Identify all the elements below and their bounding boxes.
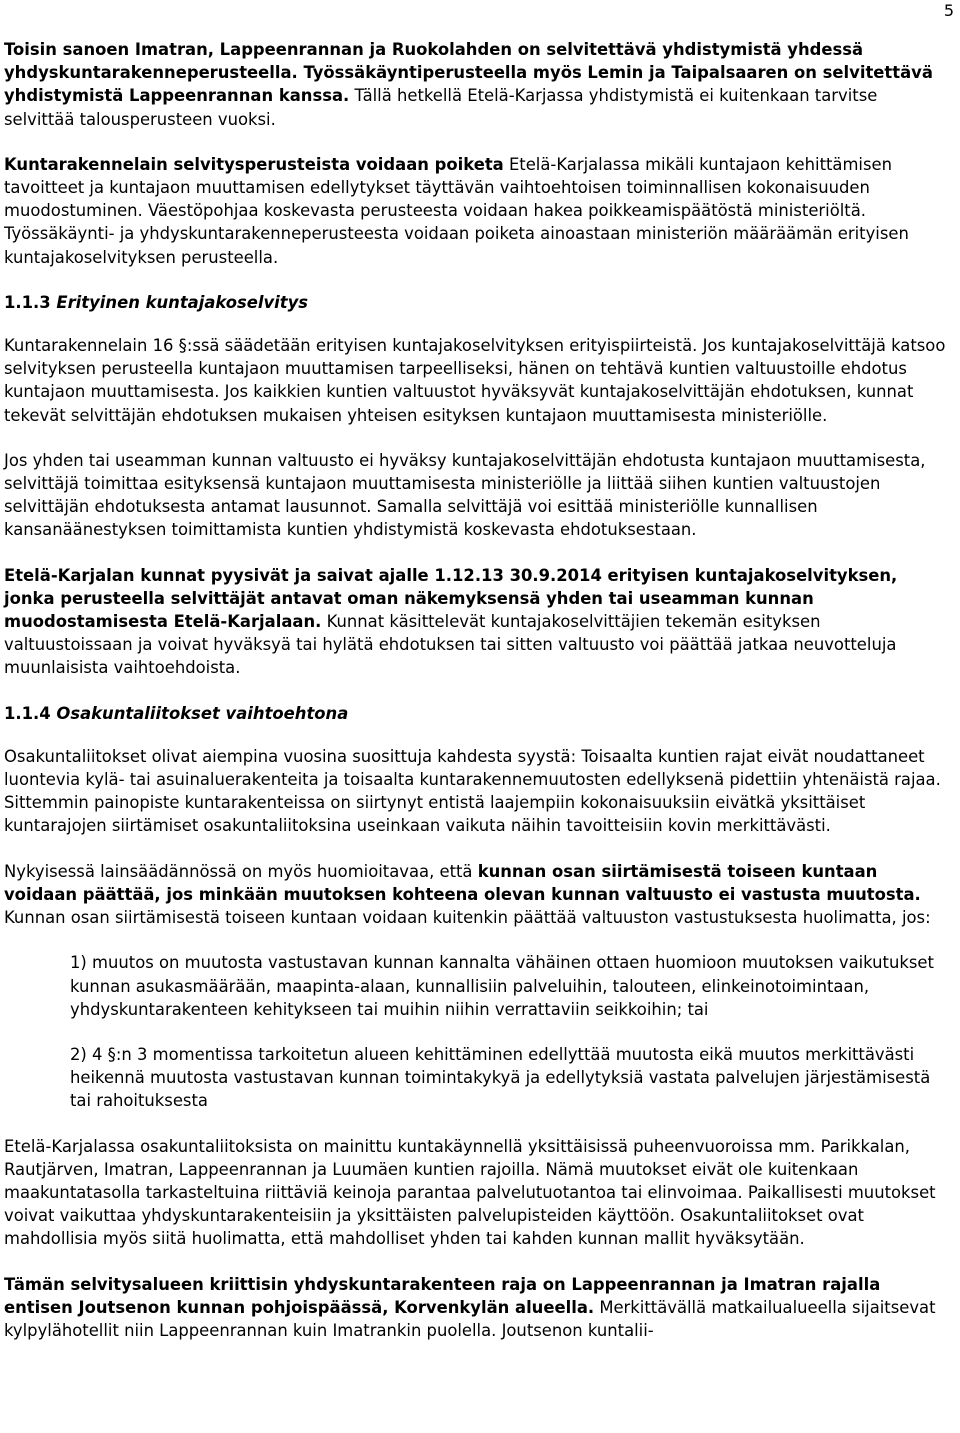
paragraph-bold-text: Tämän selvitysalueen kriittisin yhdyskuntarakenteen raja on Lappeenrannan ja Imatran rajalla entisen Joutsenon kunnan pohjoispäässä, Korvenkylän alueella. [4, 1274, 881, 1317]
document-body [4, 38, 952, 1364]
paragraph-text: Etelä-Karjalassa mikäli kuntajaon kehittämisen tavoitteet ja kuntajaon muuttamisen edellytykset täyttävän vaihtoehtoisen toiminnallisen kokonaisuuden muodostuminen. Väestöpohjaa koskevasta perusteesta voidaan hakea poikkeamispäätöstä ministeriöltä. Työssäkäynti- ja yhdyskuntarakenneperusteesta voidaan poiketa ainoastaan ministeriön määräämän erityisen kuntajakoselvityksen perusteella. [4, 154, 909, 267]
paragraph-text: Merkittävällä matkailualueella sijaitsevat kylpylähotellit niin Lappeenrannan kuin Imatrankin puolella. Joutsenon kuntalii- [4, 1297, 936, 1340]
paragraph-special-study: Kuntarakennelain 16 §:ssä säädetään erityisen kuntajakoselvityksen erityispiirteistä. Jos kuntajakoselvittäjä katsoo selvityksen perusteella kuntajaon muuttamisen tarpeelliseksi, hänen on tehtävä kuntien valtuustoille ehdotus kuntajaon muuttamisesta. Jos kaikkien kuntien valtuustot hyväksyvät kuntajakoselvittäjän ehdotuksen, kunnat tekevät selvittäjän ehdotuksen mukaisen yhteisen esityksen kuntajaon muuttamisesta ministeriölle. [4, 336, 946, 425]
paragraph-text: Kunnat käsittelevät kuntajakoselvittäjien tekemän esityksen valtuustoissaan ja voivat hyväksyä tai hylätä ehdotuksen tai sitten valtuusto voi päättää jatkaa neuvotteluja muunlaisista vaihtoehdoista. [4, 612, 897, 678]
paragraph-text: Tällä hetkellä Etelä-Karjassa yhdistymistä ei kuitenkaan tarvitse selvittää talousperusteen vuoksi. [4, 86, 878, 129]
paragraph-partial-mergers: Osakuntaliitokset olivat aiempina vuosina suosittuja kahdesta syystä: Toisaalta kuntien rajat eivät noudattaneet luontevia kylä- tai asuinaluerakenteita ja toisaalta kuntarakennemuutosten edellyksenä pidettiin yhtenäistä rajaa. Sittemmin painopiste kuntarakenteissa on siirtynyt entistä laajempiin kokonaisuuksiin eivätkä yksittäiset kuntarajojen siirtämiset osakuntaliitoksina useinkaan vaikuta näihin tavoitteisiin kovin merkittävästi. [4, 746, 941, 836]
paragraph-council-rejection: Jos yhden tai useamman kunnan valtuusto ei hyväksy kuntajakoselvittäjän ehdotusta kuntajaon muuttamisesta, selvittäjä toimittaa esityksensä kuntajaon muuttamisesta ministeriölle ja liittää siihen kuntien valtuustojen selvittäjän ehdotuksesta antamat lausunnot. Samalla selvittäjä voi esittää ministeriölle kunnallisen kansanäänestyksen toimittamista kuntien yhdistymistä koskevasta ehdotuksestaan. [4, 450, 926, 540]
paragraph-text: Nykyisessä lainsäädännössä on myös huomioitavaa, että [4, 861, 478, 881]
list-item: 1) muutos on muutosta vastustavan kunnan kannalta vähäinen ottaen huomioon muutoksen vaikutukset kunnan asukasmäärään, maapinta-alaan, kunnallisiin palveluihin, talouteen, elinkeinotoimintaan, yhdyskuntarakenteen kehitykseen tai muihin niihin verrattaviin seikkoihin; tai [70, 953, 934, 1019]
paragraph-bold-text: Toisin sanoen Imatran, Lappeenrannan ja Ruokolahden on selvitettävä yhdistymistä yhdessä yhdyskuntarakenneperusteella. Työssäkäyntiperusteella myös Lemin ja Taipalsaaren on selvitettävä yhdistymistä Lappeenrannan kanssa. [4, 40, 933, 106]
section-number: 1.1.4 [4, 703, 51, 723]
section-heading-1-1-3 [4, 291, 952, 314]
page-number: 5 [943, 1, 954, 20]
paragraph-critical-boundary [4, 1273, 952, 1343]
list-item: 2) 4 §:n 3 momentissa tarkoitetun alueen kehittäminen edellyttää muutosta eikä muutos merkittävästi heikennä muutosta vastustavan kunnan toimintakykyä ja edellytyksiä vastata palvelujen järjestämisestä tai rahoituksesta [70, 1044, 931, 1111]
section-title: Erityinen kuntajakoselvitys [56, 292, 309, 312]
paragraph-bold-text: kunnan osan siirtämisestä toiseen kuntaan voidaan päättää, jos minkään muutoksen kohteena olevan kunnan valtuusto ei vastusta muutosta. [4, 861, 921, 904]
paragraph-legislation [4, 860, 952, 930]
paragraph-south-karelia-study [4, 564, 952, 680]
paragraph-text: Kunnan osan siirtämisestä toiseen kuntaan voidaan kuitenkin päättää valtuuston vastustuksesta huolimatta, jos: [4, 908, 931, 928]
paragraph-bold-text: Etelä-Karjalan kunnat pyysivät ja saivat ajalle 1.12.13 30.9.2014 erityisen kuntajakoselvityksen, jonka perusteella selvittäjät antavat oman näkemyksensä yhden tai useamman kunnan muodostamisesta Etelä-Karjalaan. [4, 565, 898, 632]
paragraph-local-mentions: Etelä-Karjalassa osakuntaliitoksista on mainittu kuntakäynnellä yksittäisissä puheenvuoroissa mm. Parikkalan, Rautjärven, Imatran, Lappeenrannan ja Luumäen kuntien rajoilla. Nämä muutokset eivät ole kuitenkaan maakuntatasolla tarkasteltuina riittäviä keinoja parantaa palvelutuotantoa tai elinvoimaa. Paikallisesti muutokset voivat vaikuttaa yhdyskuntarakenteisiin ja yksittäisten palvelupisteiden käyttöön. Osakuntaliitokset ovat mahdollisia myös siitä huolimatta, että mahdolliset yhden tai kahden kunnan mallit hyväksytään. [4, 1136, 936, 1249]
paragraph-exemption [4, 153, 952, 269]
section-heading-1-1-4 [4, 702, 952, 725]
paragraph-bold-text: Kuntarakennelain selvitysperusteista voidaan poiketa [4, 154, 504, 174]
section-title: Osakuntaliitokset vaihtoehtona [56, 703, 349, 723]
section-number: 1.1.3 [4, 292, 51, 312]
paragraph-city-merger-study [4, 38, 952, 131]
conditions-list [4, 951, 952, 1112]
